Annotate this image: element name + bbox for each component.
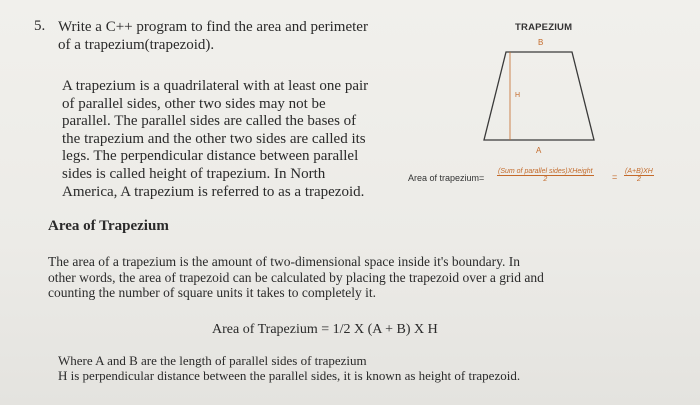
- fraction-numerator: (A+B)XH: [625, 168, 653, 175]
- formula-notes: [58, 353, 520, 383]
- intro-line: America, A trapezium is referred to as a trapezoid.: [62, 183, 365, 200]
- note-line: H is perpendicular distance between the parallel sides, it is known as height of trapezoid.: [58, 368, 521, 383]
- fraction-denominator: 2: [543, 176, 548, 183]
- equals-sign: =: [612, 172, 618, 182]
- question-title-line: Write a C++ program to find the area and perimeter: [58, 19, 368, 35]
- section-body: [48, 254, 628, 301]
- area-formula: Area of Trapezium = 1/2 X (A + B) X H: [212, 322, 438, 337]
- intro-line: of parallel sides, other two sides may not be: [62, 95, 326, 112]
- question-heading: [58, 18, 398, 54]
- label-bottom-base: A: [536, 146, 542, 155]
- fraction-sum-of-sides: [497, 168, 594, 183]
- trapezium-diagram: [480, 48, 600, 144]
- fraction-numerator: (Sum of parallel sides)XHeight: [498, 168, 593, 175]
- label-height: H: [515, 92, 521, 99]
- intro-line: the trapezium and the other two sides are called its: [62, 130, 366, 147]
- fraction-denominator: 2: [636, 176, 641, 183]
- intro-line: sides is called height of trapezium. In North: [62, 165, 326, 182]
- intro-line: parallel. The parallel sides are called the bases of: [62, 113, 357, 130]
- figure-title: TRAPEZIUM: [515, 22, 573, 33]
- note-line: Where A and B are the length of parallel sides of trapezium: [58, 353, 367, 368]
- intro-line: A trapezium is a quadrilateral with at least one pair: [62, 78, 369, 94]
- area-formula-label: Area of trapezium=: [408, 173, 485, 183]
- question-title-line: of a trapezium(trapezoid).: [58, 37, 215, 53]
- question-number: 5.: [34, 18, 46, 34]
- intro-paragraph: [62, 78, 390, 201]
- section-title: Area of Trapezium: [48, 218, 169, 234]
- intro-line: legs. The perpendicular distance between parallel: [62, 148, 359, 165]
- label-top-base: B: [538, 38, 544, 47]
- section-body-line: other words, the area of trapezoid can be calculated by placing the trapezoid over a grid and: [48, 269, 544, 285]
- trapezium-shape: [484, 52, 594, 140]
- fraction-ab-h: [624, 168, 654, 183]
- section-body-line: The area of a trapezium is the amount of two-dimensional space inside it's boundary. In: [48, 254, 521, 269]
- section-body-line: counting the number of square units it takes to completely it.: [48, 285, 377, 300]
